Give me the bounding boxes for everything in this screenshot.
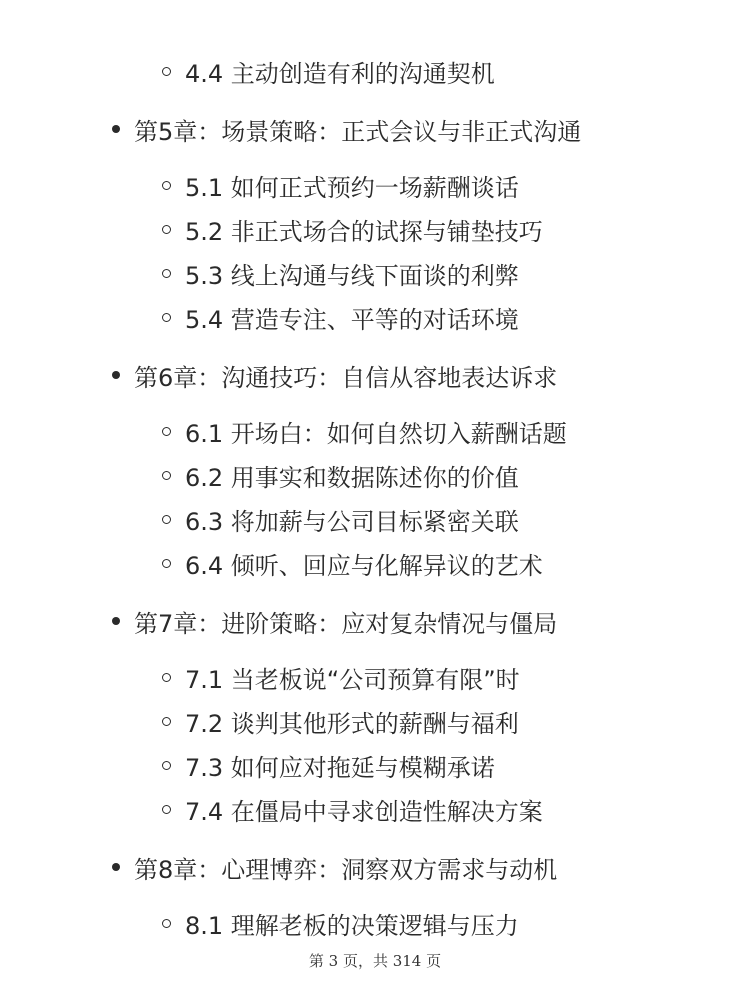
outline-subitem-text: 7.3 如何应对拖延与模糊承诺 — [185, 753, 495, 782]
outline-chapter-text: 第5章：场景策略：正式会议与非正式沟通 — [134, 117, 582, 146]
outline-subitem-text: 5.1 如何正式预约一场薪酬谈话 — [185, 173, 519, 202]
outline-chapter — [112, 601, 557, 641]
outline-chapter — [112, 109, 581, 149]
outline-subitem — [162, 165, 519, 205]
outline-subitem — [162, 51, 495, 91]
outline-subitem-text: 4.4 主动创造有利的沟通契机 — [185, 59, 495, 88]
outline-subitem-text: 6.3 将加薪与公司目标紧密关联 — [185, 507, 519, 536]
circle-bullet-icon — [162, 67, 171, 76]
circle-bullet-icon — [162, 761, 171, 770]
outline-subitem-text: 5.2 非正式场合的试探与铺垫技巧 — [185, 217, 543, 246]
outline-subitem — [162, 789, 543, 829]
disc-bullet-icon — [112, 863, 120, 871]
outline-subitem — [162, 657, 520, 697]
outline-subitem — [162, 499, 519, 539]
outline-subitem-text: 7.4 在僵局中寻求创造性解决方案 — [185, 797, 543, 826]
page-number-footer: 第 3 页，共 314 页 — [308, 952, 442, 970]
outline-subitem — [162, 903, 519, 943]
outline-subitem — [162, 543, 543, 583]
outline-subitem — [162, 297, 519, 337]
outline-subitem — [162, 209, 543, 249]
circle-bullet-icon — [162, 471, 171, 480]
outline-subitem-text: 8.1 理解老板的决策逻辑与压力 — [185, 911, 519, 940]
circle-bullet-icon — [162, 181, 171, 190]
circle-bullet-icon — [162, 427, 171, 436]
circle-bullet-icon — [162, 919, 171, 928]
disc-bullet-icon — [112, 371, 120, 379]
circle-bullet-icon — [162, 673, 171, 682]
circle-bullet-icon — [162, 225, 171, 234]
outline-subitem — [162, 411, 567, 451]
outline-chapter-text: 第7章：进阶策略：应对复杂情况与僵局 — [134, 609, 558, 638]
outline-subitem — [162, 455, 519, 495]
circle-bullet-icon — [162, 313, 171, 322]
outline-subitem-text: 7.2 谈判其他形式的薪酬与福利 — [185, 709, 519, 738]
circle-bullet-icon — [162, 559, 171, 568]
outline-subitem-text: 6.4 倾听、回应与化解异议的艺术 — [185, 551, 543, 580]
circle-bullet-icon — [162, 515, 171, 524]
outline-chapter-text: 第6章：沟通技巧：自信从容地表达诉求 — [134, 363, 558, 392]
outline-subitem-text: 6.1 开场白：如何自然切入薪酬话题 — [185, 419, 567, 448]
circle-bullet-icon — [162, 269, 171, 278]
outline-chapter — [112, 355, 557, 395]
outline-subitem — [162, 745, 495, 785]
outline-subitem-text: 5.4 营造专注、平等的对话环境 — [185, 305, 519, 334]
circle-bullet-icon — [162, 805, 171, 814]
outline-subitem-text: 5.3 线上沟通与线下面谈的利弊 — [185, 261, 519, 290]
outline-subitem — [162, 701, 519, 741]
outline-chapter — [112, 847, 557, 887]
circle-bullet-icon — [162, 717, 171, 726]
disc-bullet-icon — [112, 617, 120, 625]
outline-subitem-text: 6.2 用事实和数据陈述你的价值 — [185, 463, 519, 492]
outline-subitem-text: 7.1 当老板说“公司预算有限”时 — [185, 665, 520, 694]
outline-subitem — [162, 253, 519, 293]
outline-chapter-text: 第8章：心理博弈：洞察双方需求与动机 — [134, 855, 558, 884]
disc-bullet-icon — [112, 125, 120, 133]
